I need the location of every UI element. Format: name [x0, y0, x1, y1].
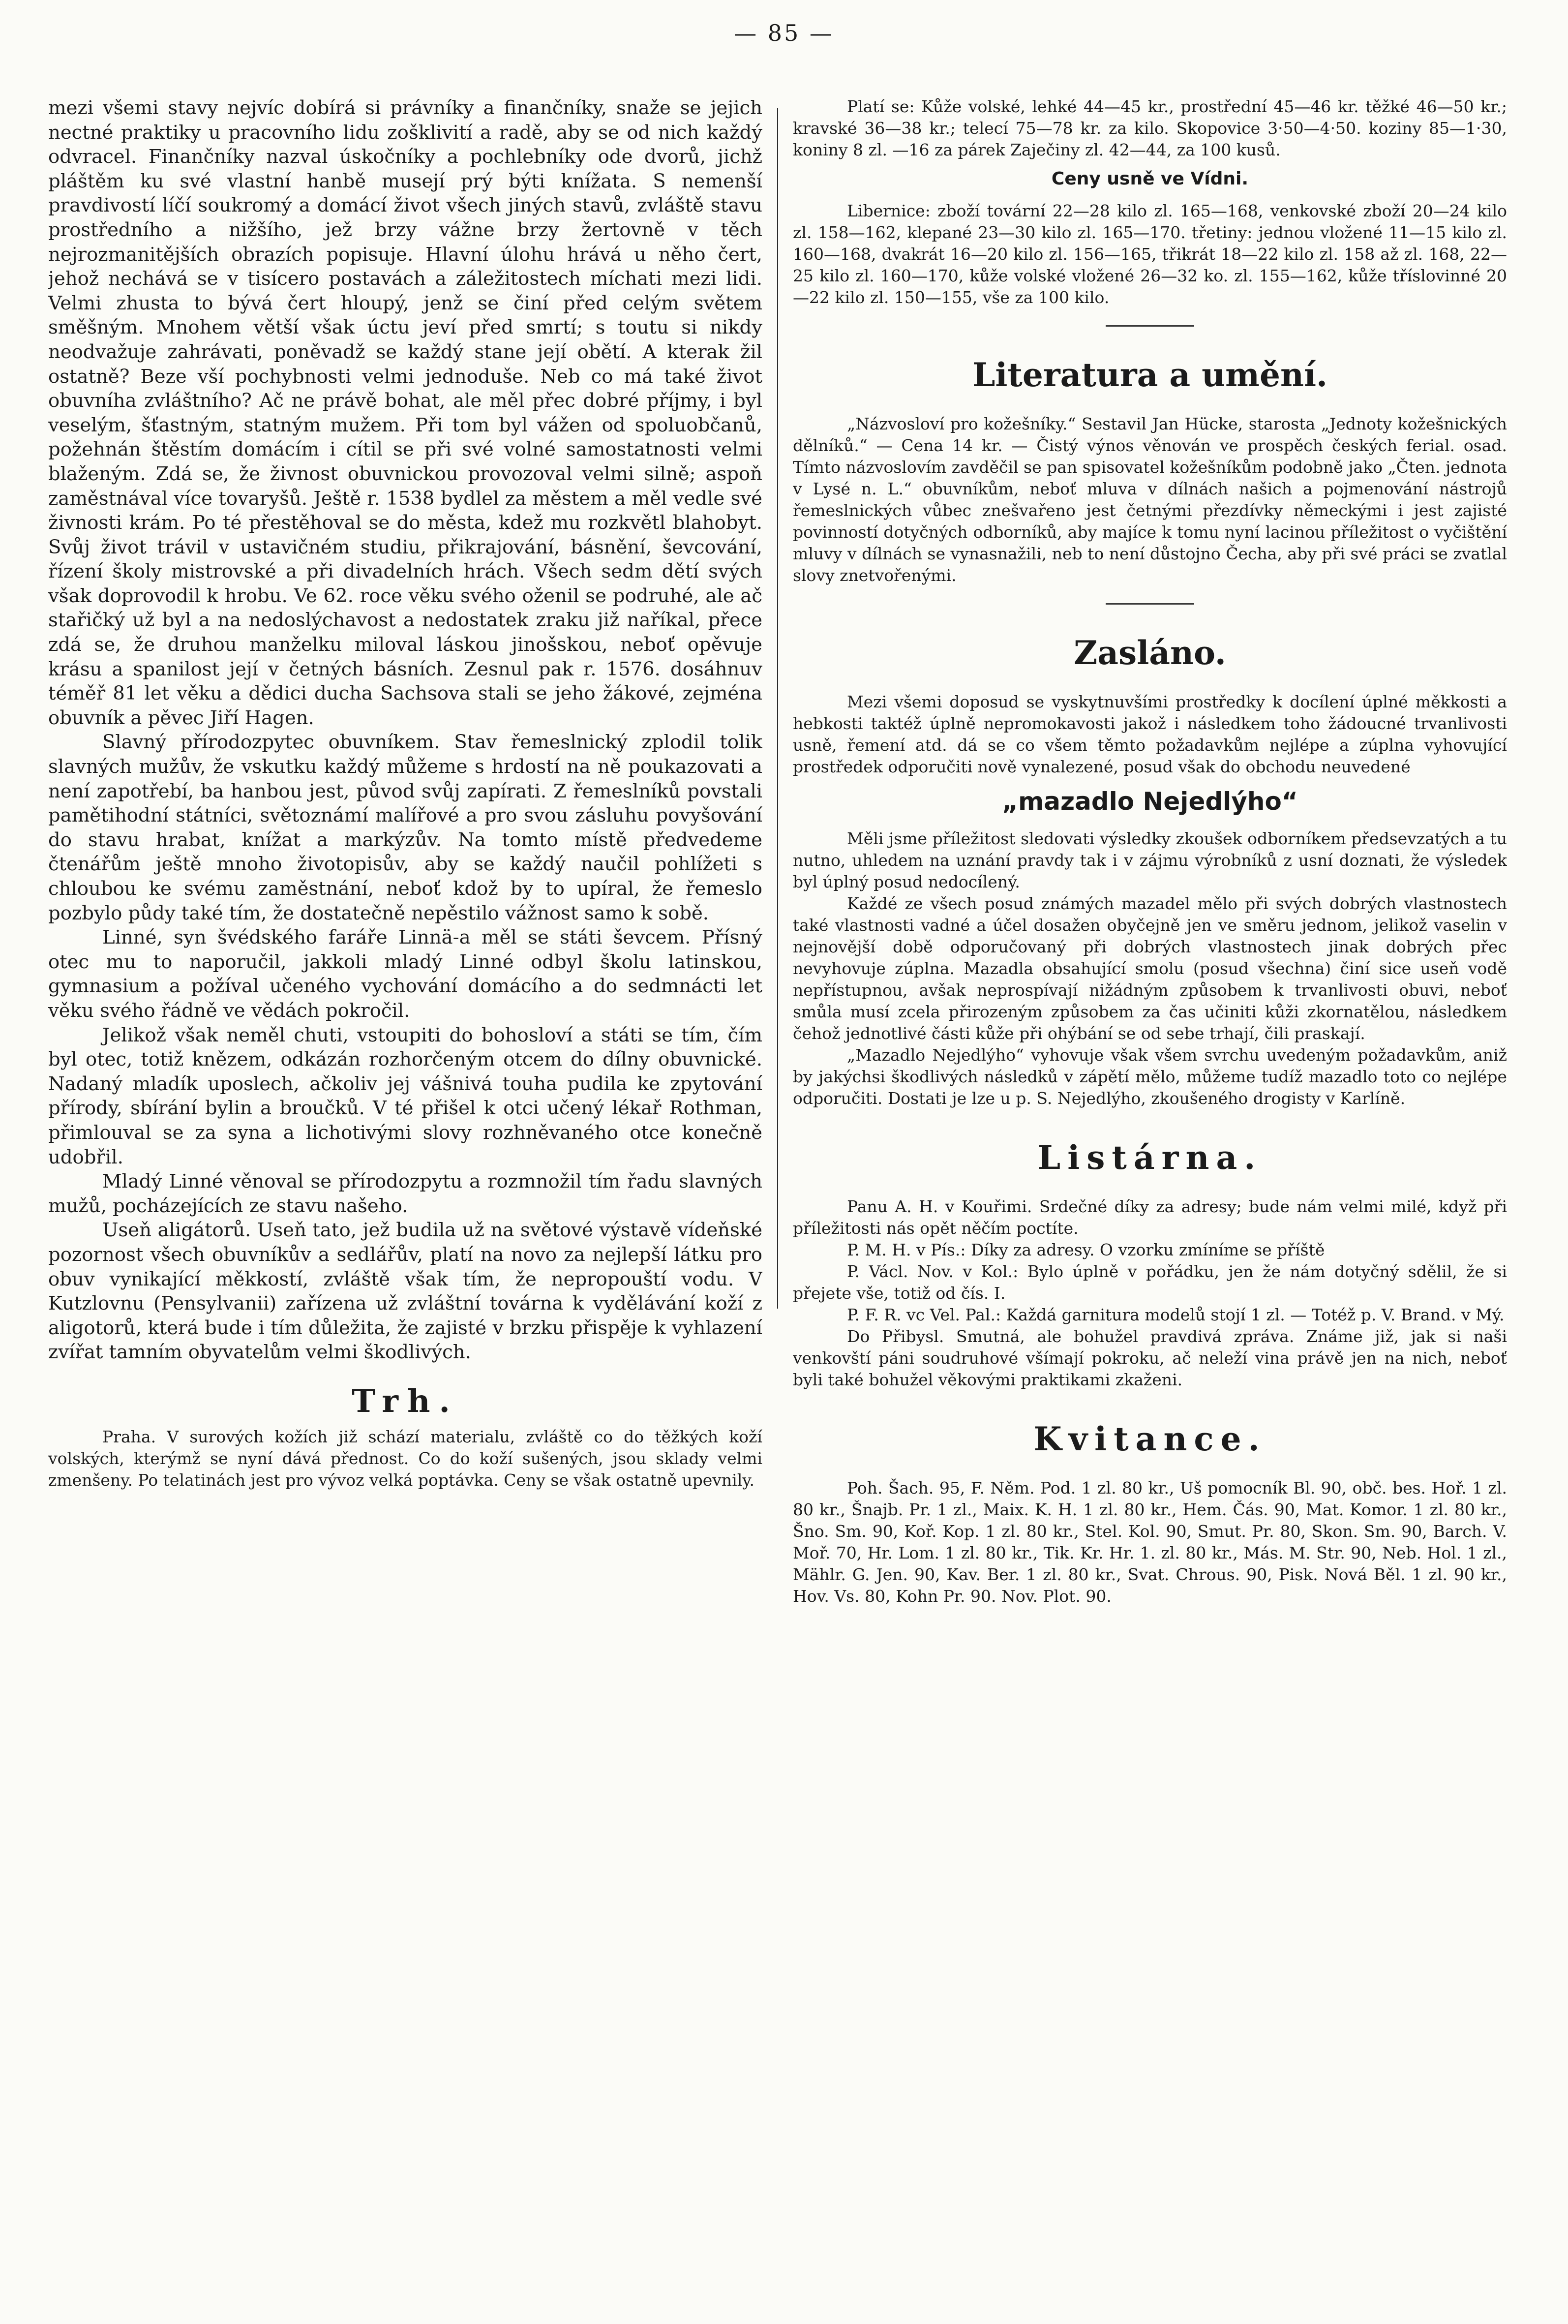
- letter-reply: Panu A. H. v Kouřimi. Srdečné díky za adresy; bude nám velmi milé, když při příležitosti nás opět něčím poctíte.: [793, 1197, 1507, 1238]
- market-report: Praha. V surových kožích již schází materialu, zvláště co do těžkých koží volských, kterýmž se nyní dává přednost. Co do koží sušených, jsou sklady velmi zmenšeny. Po telatinách jest pro vývoz velká poptávka. Ceny se však ostatně upevnily.: [48, 1427, 762, 1490]
- letter-reply: P. F. R. vc Vel. Pal.: Každá garnitura modelů stojí 1 zl. — Totéž p. V. Brand. v Mý.: [847, 1305, 1505, 1324]
- article-paragraph: mezi všemi stavy nejvíc dobírá si právníky a finančníky, snaže se jejich nectné praktiky u pracovního lidu zošklivití a radě, aby se od nich každý odvracel. Finančníky nazval úskočníky a pochlebníky ode dvorů, jichž pláštěm ku své vlastní hanbě musejí prý býti knížata. S nemenší pravdivostí líčí soukromý a domácí život všech jiných stavů, zvláště stavu prostředního a nižšího, jež brzy vážne brzy žertovně v těch nejrozmanitějších obrazích popisuje. Hlavní úlohu hrává u něho čert, jehož nechává se v tisícero postavách a záležitostech míchati mezi lidi. Velmi zhusta to bývá čert hloupý, jenž se činí před celým světem směšným. Mnohem větší však úctu jeví před smrtí; s toutu si nikdy neodvažuje zahrávati, poněvadž se každý stane její obětí. A kterak žil ostatně? Beze vší pochybnosti velmi jednoduše. Neb co má také život obuvníha zvláštního? Ač ne právě bohat, ale měl přec dobré příjmy, i byl veselým, šťastným, statným mužem. Při tom byl vážen od spoluobčanů, požehnán štěstím domácím i cítil se při své volné samostatnosti velmi blaženým. Zdá se, že živnost obuvnickou provozoval velmi silně; aspoň zaměstnával více tovaryšů. Ještě r. 1538 bydlel za městem a měl vedle své živnosti krám. Po té přestěhoval se do města, kdež mu rozkvětl blahobyt. Svůj život trávil v ustavičném studiu, přikrajování, básnění, ševcování, řízení školy mistrovské a při divadelních hrách. Všech sedm dětí svých však doprovodil k hrobu. Ve 62. roce věku svého oženil se podruhé, ale ač stařičký už byl a na nedoslýchavost a nedostatek zraku již naříkal, přece zdá se, že druhou manželku miloval láskou jinošskou, neboť opěvuje krásu a spanilost její v četných básních. Zesnul pak r. 1576. dosáhnuv téměř 81 let věku a dědici ducha Sachsova stali se jeho žákové, zejména obuvník a pěvec Jiří Hagen.: [48, 97, 762, 729]
- letter-reply: P. Václ. Nov. v Kol.: Bylo úplně v pořádku, jen že nám dotyčný sdělil, že si přejete vše, totiž od čís. I.: [793, 1262, 1507, 1303]
- literature-review: „Názvosloví pro kožešníky.“ Sestavil Jan Hücke, starosta „Jednoty kožešnických dělníků.“ — Cena 14 kr. — Čistý výnos věnován ve prospěch českých ferial. osad. Tímto názvoslovím zavděčil se pan spisovatel kožešníkům podobně jako „Čten. jednota v Lysé n. L.“ obuvníkům, neboť mluva v dílnách našich a pojmenování nástrojů řemeslnických vůbec znešvařeno jest četnými přezdívky německými i jest zajisté povinností dotyčných odborníků, aby majíce k tomu nyní lacinou příležitost o vyčištění mluvy v dílnách se vynasnažili, neb to není důstojno Čecha, aby při své práci se zvatlal slovy znetvořenými.: [793, 414, 1507, 585]
- article-paragraph: Useň aligátorů. Useň tato, jež budila už na světové výstavě vídeňské pozornost všech obuvníkův a sedlářův, platí na novo za nejlepší látku pro obuv vynikající měkkostí, zvláště však tím, že nepropouští vodu. V Kutzlovnu (Pensylvanii) zařízena už zvláštní továrna k vydělávání koží z aligotorů, která bude i tím důležita, že zajisté v brzku přispěje k vyhlazení zvířat tamním obyvatelům velmi škodlivých.: [48, 1219, 762, 1364]
- article-paragraph: Slavný přírodozpytec obuvníkem. Stav řemeslnický zplodil tolik slavných mužův, že vskutku každý můžeme s hrdostí na ně poukazovati a není zapotřebí, ba hanbou jest, původ svůj zapírati. Z řemeslníků povstali pamětihodní státníci, světoznámí malířové a pro svou zásluhu povyšování do stavu hrabat, knížat a markýzův. Na tomto místě předvedeme čtenářům ještě mnoho životopisův, aby se každý naučil pohlížeti s chloubou ke svému zaměstnání, neboť kdož by to upíral, že řemeslo pozbylo půdy také tím, že dostatečně nepěstilo vážnost samo k sobě.: [48, 731, 762, 924]
- page-number: — 85 —: [734, 20, 834, 46]
- article-paragraph: Linné, syn švédského faráře Linnä-a měl se státi ševcem. Přísný otec mu to naporučil, jakkoli mladý Linné odbyl školu latinskou, gymnasium a požíval učeného vychování domácího a do sedmnácti let věku svého řádně ve vědách pokročil.: [48, 926, 762, 1022]
- section-heading-literatura: Literatura a umění.: [972, 356, 1328, 394]
- article-paragraph: Jelikož však neměl chuti, vstoupiti do bohosloví a státi se tím, čím byl otec, totiž knězem, odkázán rozhorčeným otcem do dílny obuvnické. Nadaný mladík uposlech, ačkoliv jej vášnivá touha pudila ke zpytování přírody, sbírání bylin a broučků. V té přišel k otci učený lékař Rothman, přimlouval se za syna a lichotivými slovy rozhněvaného otce konečně udobřil.: [48, 1024, 762, 1168]
- product-name: „mazadlo Nejedlýho“: [1002, 787, 1298, 816]
- letter-reply: Do Přibysl. Smutná, ale bohužel pravdivá zpráva. Známe již, jak si naši venkovští páni soudruhové všímají pokroku, ač neleží vina právě jen na nich, neboť byli také bohužel věkovými praktikami zkaženi.: [793, 1327, 1507, 1389]
- right-column: [793, 96, 1507, 2300]
- section-heading-trh: Trh.: [352, 1382, 459, 1420]
- advert-intro: Mezi všemi doposud se vyskytnuvšími prostředky k docílení úplné měkkosti a hebkosti taktéž úplně nepromokavosti jakož i následkem toho žádoucné trvanlivosti usně, řemení atd. dá se co všem těmto požadavkům nejlépe a zúplna vyhovující prostředek odporučiti nově vynalezené, posud však do obchodu neuvedené: [793, 692, 1507, 776]
- section-heading-vienna-prices: Ceny usně ve Vídni.: [1051, 169, 1249, 189]
- left-column: [48, 96, 762, 2300]
- article-paragraph: Mladý Linné věnoval se přírodozpytu a rozmnožil tím řadu slavných mužů, pocházejících ze stavu našeho.: [48, 1170, 762, 1217]
- section-heading-zaslano: Zasláno.: [1074, 634, 1226, 672]
- advert-paragraph: Každé ze všech posud známých mazadel mělo při svých dobrých vlastnostech také vlastnosti vadné a účel dosažen obyčejně jen ve směru jednom, jelikož vaselin v nejnovější době odporučovaný při dobrých vlastnostech jinak dobrých přec nevyhovuje zúplna. Mazadla obsahující smolu (posud všechna) činí sice useň vodě nepřístupnou, avšak neprospívají nižádným způsobem k trvanlivosti obuvi, neboť smůla musí zcela přirozeným způsobem za čas učiniti kůži zkornatělou, následkem čehož jednotlivé části kůže při ohýbání se od sebe trhají, čili praskají.: [793, 894, 1507, 1043]
- section-divider: [1106, 325, 1194, 327]
- vienna-price-list: Libernice: zboží tovární 22—28 kilo zl. 165—168, venkovské zboží 20—24 kilo zl. 158—162, klepané 23—30 kilo zl. 165—170. třetiny: jednou vložené 11—15 kilo zl. 160—168, dvakrát 16—20 kilo zl. 156—165, třikrát 18—22 kilo zl. 158 až zl. 168, 22—25 kilo zl. 160—170, kůže volské vložené 26—32 ko. zl. 155—162, kůže tříslovinné 20—22 kilo zl. 150—155, vše za 100 kilo.: [793, 201, 1507, 307]
- section-heading-listarna: Listárna.: [1037, 1138, 1263, 1177]
- letter-reply: P. M. H. v Pís.: Díky za adresy. O vzorku zmíníme se příště: [847, 1240, 1325, 1259]
- section-divider: [1106, 603, 1194, 605]
- advert-paragraph: Měli jsme příležitost sledovati výsledky zkoušek odborníkem předsevzatých a tu nutno, uhledem na uznání pravdy tak i v zájmu výrobníků z usní doznati, že výsledek byl úplný posud nedocílený.: [793, 829, 1507, 891]
- price-list: Platí se: Kůže volské, lehké 44—45 kr., prostřední 45—46 kr. těžké 46—50 kr.; kravské 36—38 kr.; telecí 75—78 kr. za kilo. Skopovice 3·50—4·50. koziny 85—1·30, koniny 8 zl. —16 za párek Zaječiny zl. 42—44, za 100 kusů.: [793, 97, 1507, 159]
- advert-paragraph: „Mazadlo Nejedlýho“ vyhovuje však všem svrchu uvedeným požadavkům, aniž by jakýchsi škodlivých následků v zápětí mělo, můžeme tudíž mazadlo toto co nejlépe odporučiti. Dostati je lze u p. S. Nejedlýho, zkoušeného drogisty v Karlíně.: [793, 1045, 1507, 1108]
- section-heading-kvitance: Kvitance.: [1033, 1420, 1266, 1458]
- receipts-list: Poh. Šach. 95, F. Něm. Pod. 1 zl. 80 kr., Uš pomocník Bl. 90, obč. bes. Hoř. 1 zl. 80 kr., Šnajb. Pr. 1 zl., Maix. K. H. 1 zl. 80 kr., Hem. Čás. 90, Mat. Komor. 1 zl. 80 kr., Šno. Sm. 90, Koř. Kop. 1 zl. 80 kr., Stel. Kol. 90, Smut. Pr. 80, Skon. Sm. 90, Barch. V. Moř. 70, Hr. Lom. 1 zl. 80 kr., Tik. Kr. Hr. 1. zl. 80 kr., Más. M. Str. 90, Neb. Hol. 1 zl., Mählr. G. Jen. 90, Kav. Ber. 1 zl. 80 kr., Svat. Chrous. 90, Pisk. Nová Běl. 1 zl. 90 kr., Hov. Vs. 80, Kohn Pr. 90. Nov. Plot. 90.: [793, 1478, 1507, 1606]
- column-divider: [777, 108, 778, 1309]
